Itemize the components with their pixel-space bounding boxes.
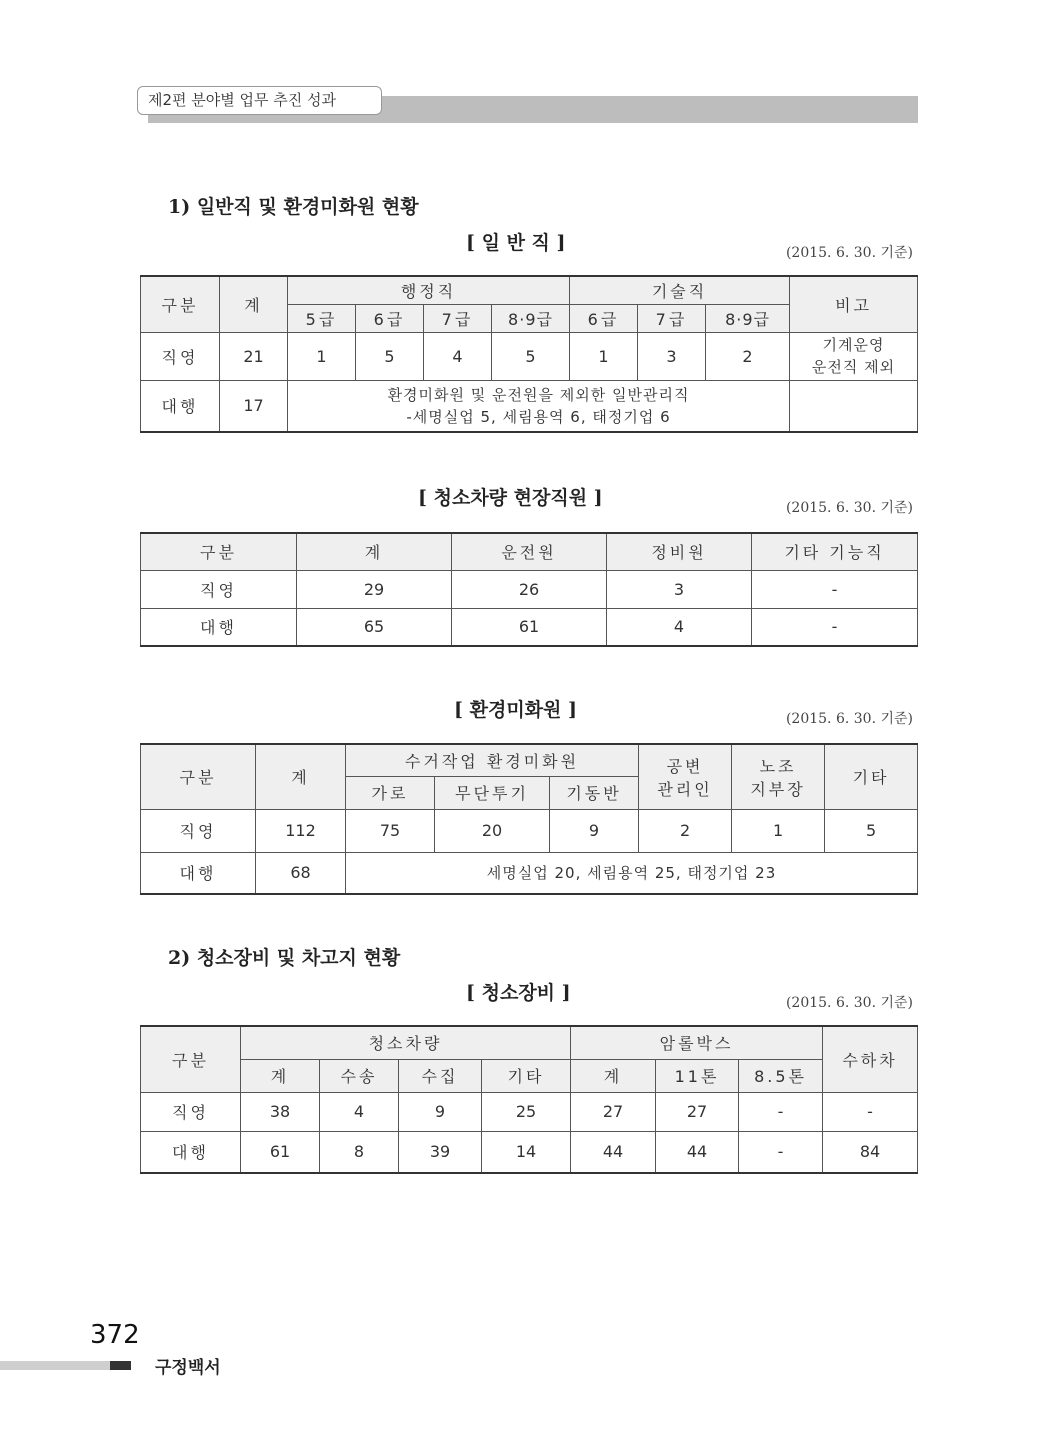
desc-cell: 세명실업 20, 세림용역 25, 태정기업 23 [346,852,918,894]
cell: - [752,570,918,608]
cell: 27 [656,1092,739,1131]
sub-header: 무단투기 [435,776,550,809]
cell: 112 [256,809,346,852]
header-unload: 수하차 [823,1026,918,1092]
row-label: 직영 [141,570,297,608]
sub-header: 5급 [288,304,356,332]
cell: 8 [320,1131,399,1173]
cell: 75 [346,809,435,852]
sub-header: 수송 [320,1059,399,1092]
cell: 1 [732,809,825,852]
sub-header: 계 [571,1059,656,1092]
cell: 61 [452,608,607,646]
cell: 27 [571,1092,656,1131]
table-1-date: (2015. 6. 30. 기준) [785,245,913,261]
note-line: 운전직 제외 [811,358,896,376]
header-etc: 기타 [825,744,918,809]
cell: 38 [241,1092,320,1131]
cleaning-equipment-table [140,1025,918,1174]
header-cell: 기타 기능직 [752,533,918,570]
header-total: 계 [220,276,288,332]
sub-header: 기동반 [550,776,639,809]
cell: - [739,1131,823,1173]
cell: 9 [550,809,639,852]
cell: 4 [320,1092,399,1131]
cell: 1 [570,332,638,380]
sub-header: 7급 [638,304,706,332]
table-1-title: [ 일 반 직 ] [466,232,566,254]
cell: 4 [424,332,492,380]
cell: 3 [607,570,752,608]
header-toilet [639,744,732,809]
header-gubun: 구분 [141,1026,241,1092]
cell: 44 [571,1131,656,1173]
chapter-label: 제2편 분야별 업무 추진 성과 [137,86,382,115]
cell: 5 [825,809,918,852]
cell: 84 [823,1131,918,1173]
footer-marker [110,1361,131,1370]
row-label: 대행 [141,380,220,432]
header-vehicle: 청소차량 [241,1026,571,1059]
sanitation-worker-table [140,743,918,895]
sub-header: 기타 [482,1059,571,1092]
general-staff-table [140,275,918,433]
row-label: 대행 [141,608,297,646]
header-admin: 행정직 [288,276,570,304]
cell: - [823,1092,918,1131]
cell: 4 [607,608,752,646]
cell: 21 [220,332,288,380]
desc-cell [288,380,790,432]
header-line: 공변 [666,756,704,776]
footer-line [0,1361,110,1370]
desc-line: -세명실업 5, 세림용역 6, 태정기업 6 [406,407,671,426]
cell: 17 [220,380,288,432]
table-3-date: (2015. 6. 30. 기준) [785,711,913,727]
cell: 3 [638,332,706,380]
row-label: 직영 [141,332,220,380]
cell: 1 [288,332,356,380]
field-staff-table [140,532,918,647]
header-line: 지부장 [750,779,806,799]
cell: 39 [399,1131,482,1173]
cell: 44 [656,1131,739,1173]
sub-header: 가로 [346,776,435,809]
sub-header: 7급 [424,304,492,332]
cell: - [752,608,918,646]
header-note: 비고 [790,276,918,332]
cell: 9 [399,1092,482,1131]
cell: - [739,1092,823,1131]
cell: 29 [297,570,452,608]
note-cell [790,332,918,380]
row-label: 대행 [141,852,256,894]
book-title: 구정백서 [155,1358,221,1378]
header-line: 노조 [759,756,797,776]
cell: 2 [639,809,732,852]
cell: 26 [452,570,607,608]
cell: 20 [435,809,550,852]
cell: 2 [706,332,790,380]
sub-header: 계 [241,1059,320,1092]
desc-line: 환경미화원 및 운전원을 제외한 일반관리직 [387,385,690,404]
row-label: 직영 [141,809,256,852]
header-cell: 운전원 [452,533,607,570]
row-label: 직영 [141,1092,241,1131]
table-3-title: [ 환경미화원 ] [454,699,577,721]
header-armroll: 암롤박스 [571,1026,823,1059]
cell: 25 [482,1092,571,1131]
header-cell: 계 [297,533,452,570]
note-cell [790,380,918,432]
cell: 5 [492,332,570,380]
header-tech: 기술직 [570,276,790,304]
header-collect: 수거작업 환경미화원 [346,744,639,776]
sub-header: 8·9급 [706,304,790,332]
sub-header: 11톤 [656,1059,739,1092]
header-line: 관리인 [657,779,713,799]
header-total: 계 [256,744,346,809]
cell: 5 [356,332,424,380]
sub-header: 수집 [399,1059,482,1092]
cell: 61 [241,1131,320,1173]
header-gubun: 구분 [141,276,220,332]
table-2-title: [ 청소차량 현장직원 ] [418,487,603,509]
table-4-title: [ 청소장비 ] [466,982,571,1004]
header-cell: 정비원 [607,533,752,570]
page-number: 372 [90,1320,140,1350]
header-union [732,744,825,809]
sub-header: 8·9급 [492,304,570,332]
section-1-title: 1) 일반직 및 환경미화원 현황 [168,196,419,218]
sub-header: 8.5톤 [739,1059,823,1092]
header-gubun: 구분 [141,744,256,809]
row-label: 대행 [141,1131,241,1173]
note-line: 기계운영 [822,336,885,354]
section-2-title: 2) 청소장비 및 차고지 현황 [168,947,401,969]
sub-header: 6급 [570,304,638,332]
table-2-date: (2015. 6. 30. 기준) [785,500,913,516]
header-cell: 구분 [141,533,297,570]
cell: 14 [482,1131,571,1173]
cell: 68 [256,852,346,894]
table-4-date: (2015. 6. 30. 기준) [785,995,913,1011]
cell: 65 [297,608,452,646]
sub-header: 6급 [356,304,424,332]
